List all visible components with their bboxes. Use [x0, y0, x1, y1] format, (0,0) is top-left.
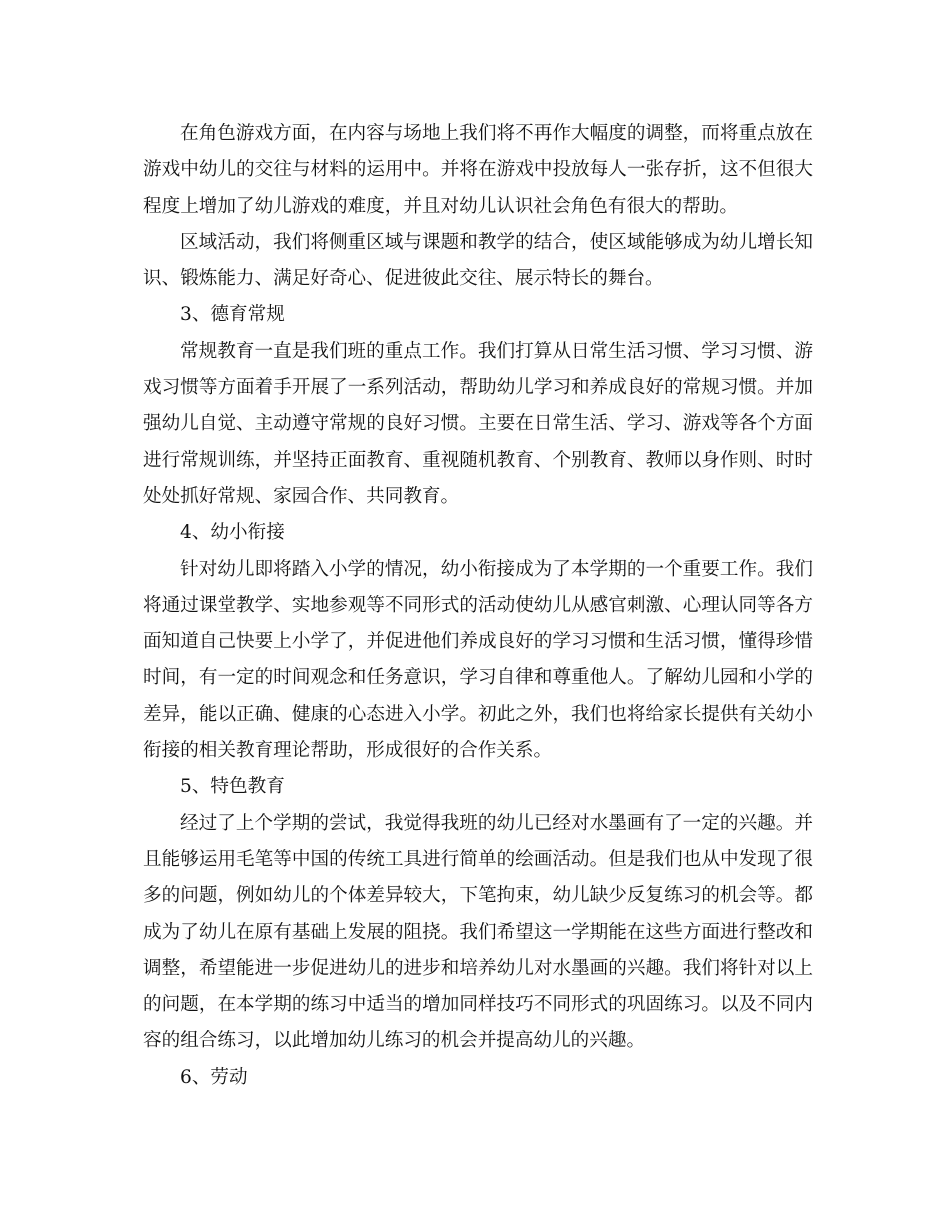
document-body: [143, 116, 813, 1096]
paragraph-ink-painting: 经过了上个学期的尝试，我觉得我班的幼儿已经对水墨画有了一定的兴趣。并且能够运用毛笔等中国的传统工具进行简单的绘画活动。但是我们也从中发现了很多的问题，例如幼儿的个体差异较大，下笔拘束，幼儿缺少反复练习的机会等。都成为了幼儿在原有基础上发展的阻挠。我们希望这一学期能在这些方面进行整改和调整，希望能进一步促进幼儿的进步和培养幼儿对水墨画的兴趣。我们将针对以上的问题，在本学期的练习中适当的增加同样技巧不同形式的巩固练习。以及不同内容的组合练习，以此增加幼儿练习的机会并提高幼儿的兴趣。: [143, 812, 813, 1052]
section-heading-special-education: 5、特色教育: [180, 776, 285, 798]
paragraph-role-play: 在角色游戏方面，在内容与场地上我们将不再作大幅度的调整，而将重点放在游戏中幼儿的交往与材料的运用中。并将在游戏中投放每人一张存折，这不但很大程度上增加了幼儿游戏的难度，并且对幼儿认识社会角色有很大的帮助。: [143, 123, 813, 217]
section-heading-labor: 6、劳动: [180, 1066, 248, 1088]
paragraph-area-activities: 区域活动，我们将侧重区域与课题和教学的结合，使区域能够成为幼儿增长知识、锻炼能力、满足好奇心、促进彼此交往、展示特长的舞台。: [143, 231, 813, 290]
section-heading-kindergarten-transition: 4、幼小衔接: [180, 522, 285, 544]
paragraph-routine-education: 常规教育一直是我们班的重点工作。我们打算从日常生活习惯、学习习惯、游戏习惯等方面着手开展了一系列活动，帮助幼儿学习和养成良好的常规习惯。并加强幼儿自觉、主动遵守常规的良好习惯。主要在日常生活、学习、游戏等各个方面进行常规训练，并坚持正面教育、重视随机教育、个别教育、教师以身作则、时时处处抓好常规、家园合作、共同教育。: [143, 340, 813, 507]
section-heading-moral-routine: 3、德育常规: [180, 304, 285, 326]
paragraph-transition: 针对幼儿即将踏入小学的情况，幼小衔接成为了本学期的一个重要工作。我们将通过课堂教学、实地参观等不同形式的活动使幼儿从感官刺激、心理认同等各方面知道自己快要上小学了，并促进他们养成良好的学习习惯和生活习惯，懂得珍惜时间，有一定的时间观念和任务意识，学习自律和尊重他人。了解幼儿园和小学的差异，能以正确、健康的心态进入小学。初此之外，我们也将给家长提供有关幼小衔接的相关教育理论帮助，形成很好的合作关系。: [143, 558, 813, 762]
